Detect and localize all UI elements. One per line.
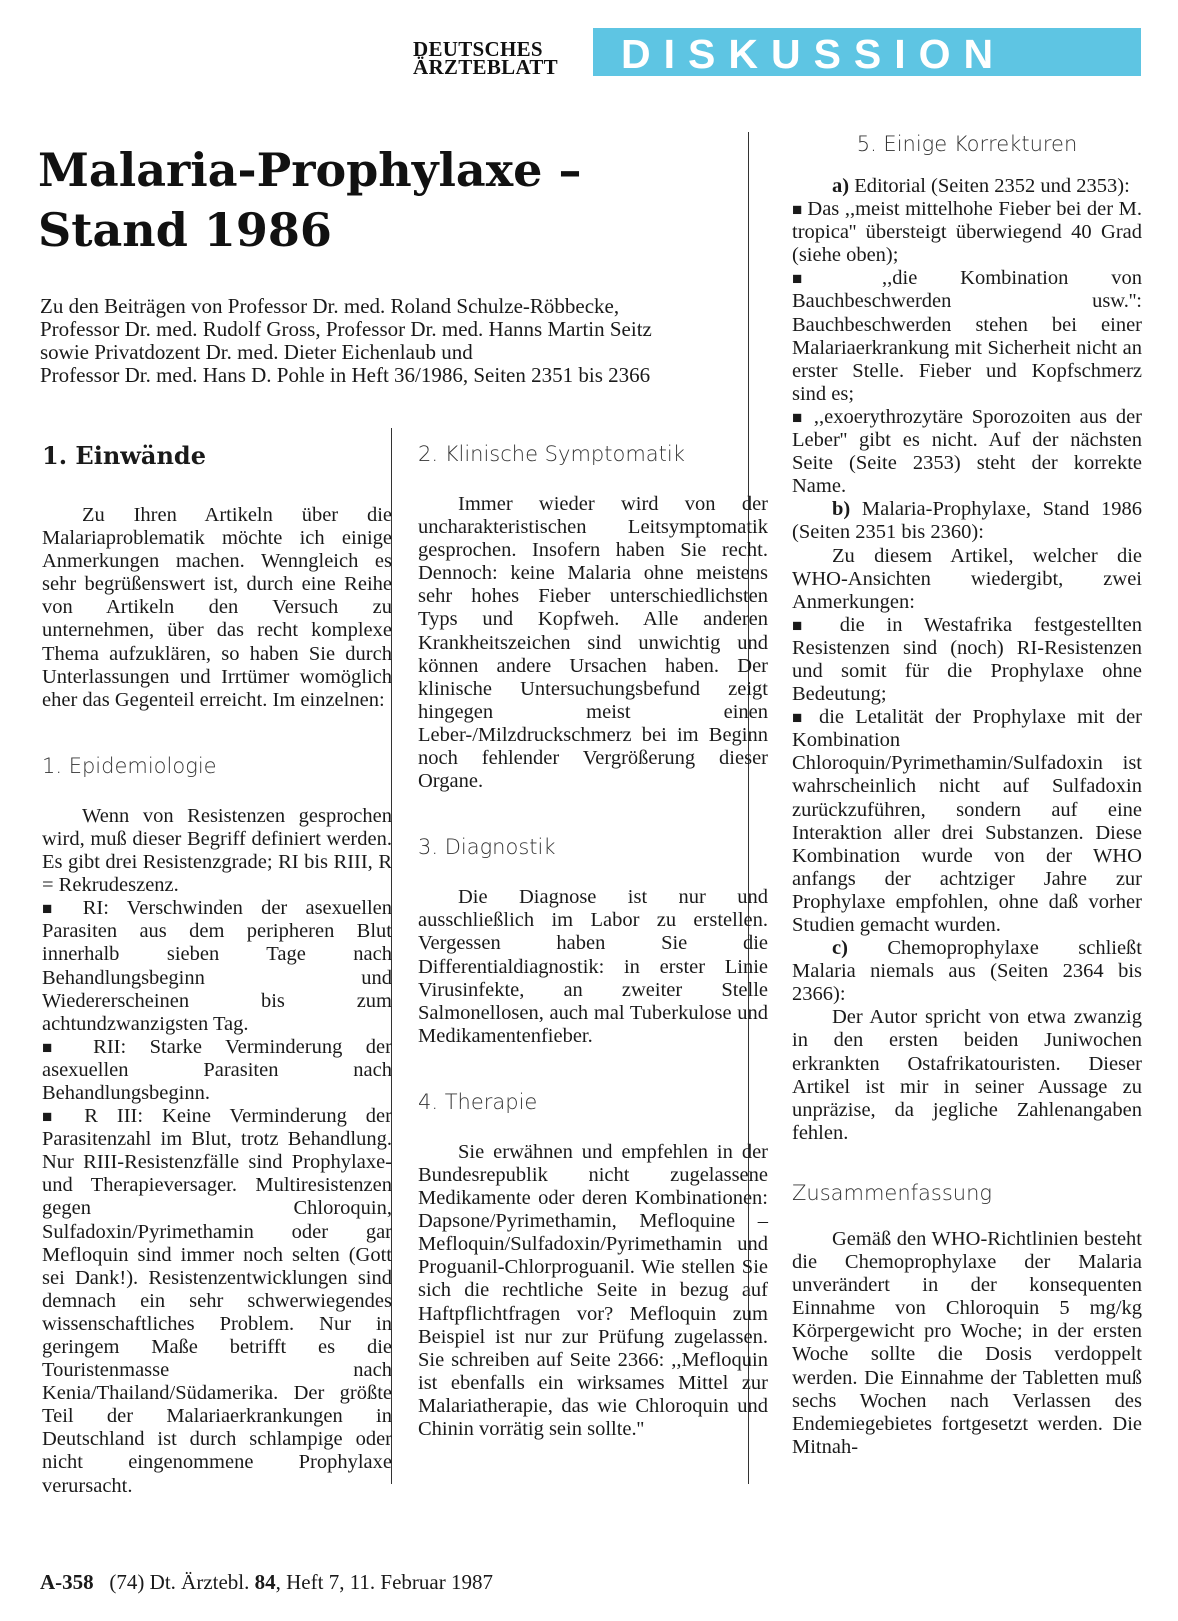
title-line2: Stand 1986	[38, 203, 332, 257]
paragraph: Die Diagnose ist nur und ausschließlich im Labor zu erstellen. Vergessen haben Sie die Differentialdiagnostik: in erster Linie Virusinfekte, an zweiter Stelle Salmonellosen, auch mal Tuberkulose und Medikamentenfieber.	[418, 886, 768, 1047]
item-text: Editorial (Seiten 2352 und 2353):	[854, 175, 1130, 197]
bullet-item: ■ Das ,,meist mittelhohe Fieber bei der M. tropica'' übersteigt überwiegend 40 Grad (siehe oben);	[792, 198, 1142, 267]
article-intro	[40, 295, 770, 387]
subsection-heading: 3. Diagnostik	[418, 835, 556, 860]
paragraph	[792, 498, 1142, 544]
subsection-heading: 4. Therapie	[418, 1089, 538, 1114]
column-1	[42, 442, 392, 1498]
article-title	[38, 140, 738, 260]
bullet-item: ■ RII: Starke Verminderung der asexuellen Parasiten nach Behandlungsbeginn.	[42, 1036, 392, 1105]
subsection-heading: 1. Epidemiologie	[42, 753, 217, 778]
item-text: Chemoprophylaxe schließt Malaria niemals aus (Seiten 2364 bis 2366):	[792, 937, 1143, 1006]
column-3	[792, 132, 1142, 1459]
section-label: DISKUSSION	[621, 31, 1007, 77]
item-label: c)	[832, 937, 848, 960]
page-footer	[40, 1570, 493, 1595]
issue-info: , Heft 7, 11. Februar 1987	[275, 1570, 493, 1594]
subsection-heading: 5. Einige Korrekturen	[856, 132, 1078, 156]
journal-logo	[413, 37, 593, 79]
intro-line: sowie Privatdozent Dr. med. Dieter Eichenlaub und	[40, 340, 473, 364]
bullet-item: ■ die Letalität der Prophylaxe mit der Kombination Chloroquin/Pyrimethamin/Sulfadoxin ist wahrscheinlich nicht auf Sulfadoxin zurückzuführen, sondern auf eine Interaktion aller drei Substanzen. Diese Kombination wurde von der WHO anfangs der achtziger Jahre zur Prophylaxe empfohlen, ohne daß vorher Studien gemacht wurden.	[792, 706, 1142, 937]
paragraph: Zu diesem Artikel, welcher die WHO-Ansichten wiedergibt, zwei Anmerkungen:	[792, 544, 1142, 613]
bullet-item: ■ R III: Keine Verminderung der Parasitenzahl im Blut, trotz Behandlung. Nur RIII-Resistenzfälle sind Prophylaxe- und Therapieversager. Multiresistenzen gegen Chloroquin, Sulfadoxin/Pyrimethamin oder gar Mefloquin sind immer noch selten (Gott sei Dank!). Resistenzentwicklungen sind demnach ein sehr schwerwiegendes wissenschaftliches Problem. Nur in geringem Maße betrifft es die Touristenmasse nach Kenia/Thailand/Südamerika. Der größte Teil der Malariaerkrankungen in Deutschland ist durch schlampige oder nicht eingenommene Prophylaxe verursacht.	[42, 1105, 392, 1498]
bullet-item: ■ die in Westafrika festgestellten Resistenzen sind (noch) RI-Resistenzen und somit für die Prophylaxe ohne Bedeutung;	[792, 614, 1142, 706]
page-number: A-358	[40, 1570, 94, 1594]
bullet-item: ■ ,,die Kombination von Bauchbeschwerden usw.'': Bauchbeschwerden stehen bei einer Malariaerkrankung mit Sicherheit nicht an erster Stelle. Fieber und Kopfschmerz sind es;	[792, 267, 1142, 406]
section-banner	[593, 28, 1141, 76]
paragraph: Wenn von Resistenzen gesprochen wird, muß dieser Begriff definiert werden. Es gibt drei Resistenzgrade; RI bis RIII, R = Rekrudeszenz.	[42, 804, 392, 897]
journal-logo-line2: ÄRZTEBLATT	[413, 55, 558, 79]
section-heading: 1. Einwände	[42, 441, 206, 470]
title-line1: Malaria-Prophylaxe –	[38, 143, 582, 197]
journal-reference: (74) Dt. Ärztebl.	[109, 1570, 250, 1594]
bullet-item: ■ RI: Verschwinden der asexuellen Parasiten aus dem peripheren Blut innerhalb sieben Tage nach Behandlungsbeginn und Wiedererscheinen bis zum achtundzwanzigsten Tag.	[42, 897, 392, 1036]
item-label: a)	[832, 175, 850, 197]
subsection-heading: 2. Klinische Symptomatik	[418, 442, 685, 466]
paragraph	[792, 175, 1142, 198]
paragraph: Immer wieder wird von der uncharakteristischen Leitsymptomatik gesprochen. Insofern haben Sie recht. Dennoch: keine Malaria ohne meistens sehr hohes Fieber unterschiedlichsten Typs und Kopfweh. Alle anderen Krankheitszeichen sind unwichtig und können andere Ursachen haben. Der klinische Untersuchungsbefund zeigt hingegen meist einen Leber-/Milzdruckschmerz bei im Beginn noch fehlender Vergrößerung dieser Organe.	[418, 493, 768, 793]
journal-logo-line1: DEUTSCHES	[413, 37, 543, 61]
subsection-heading: Zusammenfassung	[792, 1180, 993, 1205]
volume-number: 84	[254, 1570, 276, 1594]
paragraph	[792, 937, 1142, 1006]
paragraph: Zu Ihren Artikeln über die Malariaproblematik möchte ich einige Anmerkungen machen. Wenngleich es sehr begrüßenswert ist, durch eine Reihe von Artikeln den Versuch zu unternehmen, über das recht komplexe Thema aufzuklären, so haben Sie durch Unterlassungen und Irrtümer womöglich eher das Gegenteil erreicht. Im einzelnen:	[42, 504, 392, 711]
item-text: Malaria-Prophylaxe, Stand 1986 (Seiten 2351 bis 2360):	[792, 498, 1143, 544]
bullet-item: ■ ,,exoerythrozytäre Sporozoiten aus der Leber'' gibt es nicht. Auf der nächsten Seite (Seite 2353) steht der korrekte Name.	[792, 406, 1142, 498]
paragraph: Der Autor spricht von etwa zwanzig in den ersten beiden Juniwochen erkrankten Ostafrikatouristen. Dieser Artikel ist mir in seiner Aussage zu unpräzise, da jegliche Zahlenangaben fehlen.	[792, 1006, 1142, 1144]
paragraph: Sie erwähnen und empfehlen in der Bundesrepublik nicht zugelassene Medikamente oder deren Kombinationen: Dapsone/Pyrimethamin, Mefloquine – Mefloquin/Sulfadoxin/Pyrimethamin und Proguanil-Chlorproguanil. Wie stellen Sie sich die rechtliche Seite in bezug auf Haftpflichtfragen vor? Mefloquin zum Beispiel ist nur zur Prüfung zugelassen. Sie schreiben auf Seite 2366: ,,Mefloquin ist ebenfalls ein wirksames Mittel zur Malariatherapie, das wie Chloroquin und Chinin vorrätig sein sollte.''	[418, 1140, 768, 1440]
column-2	[418, 442, 768, 1441]
paragraph: Gemäß den WHO-Richtlinien besteht die Chemoprophylaxe der Malaria unverändert in der konsequenten Einnahme von Chloroquin 5 mg/kg Körpergewicht pro Woche; in der ersten Woche sollte die Dosis verdoppelt werden. Die Einnahme der Tabletten muß sechs Wochen nach Verlassen des Endemiegebietes fortgesetzt werden. Die Mitnah-	[792, 1227, 1142, 1458]
intro-line: Professor Dr. med. Rudolf Gross, Professor Dr. med. Hanns Martin Seitz	[40, 317, 652, 341]
item-label: b)	[832, 498, 851, 521]
intro-line: Professor Dr. med. Hans D. Pohle in Heft 36/1986, Seiten 2351 bis 2366	[40, 363, 651, 387]
intro-line: Zu den Beiträgen von Professor Dr. med. Roland Schulze-Röbbecke,	[40, 294, 620, 318]
